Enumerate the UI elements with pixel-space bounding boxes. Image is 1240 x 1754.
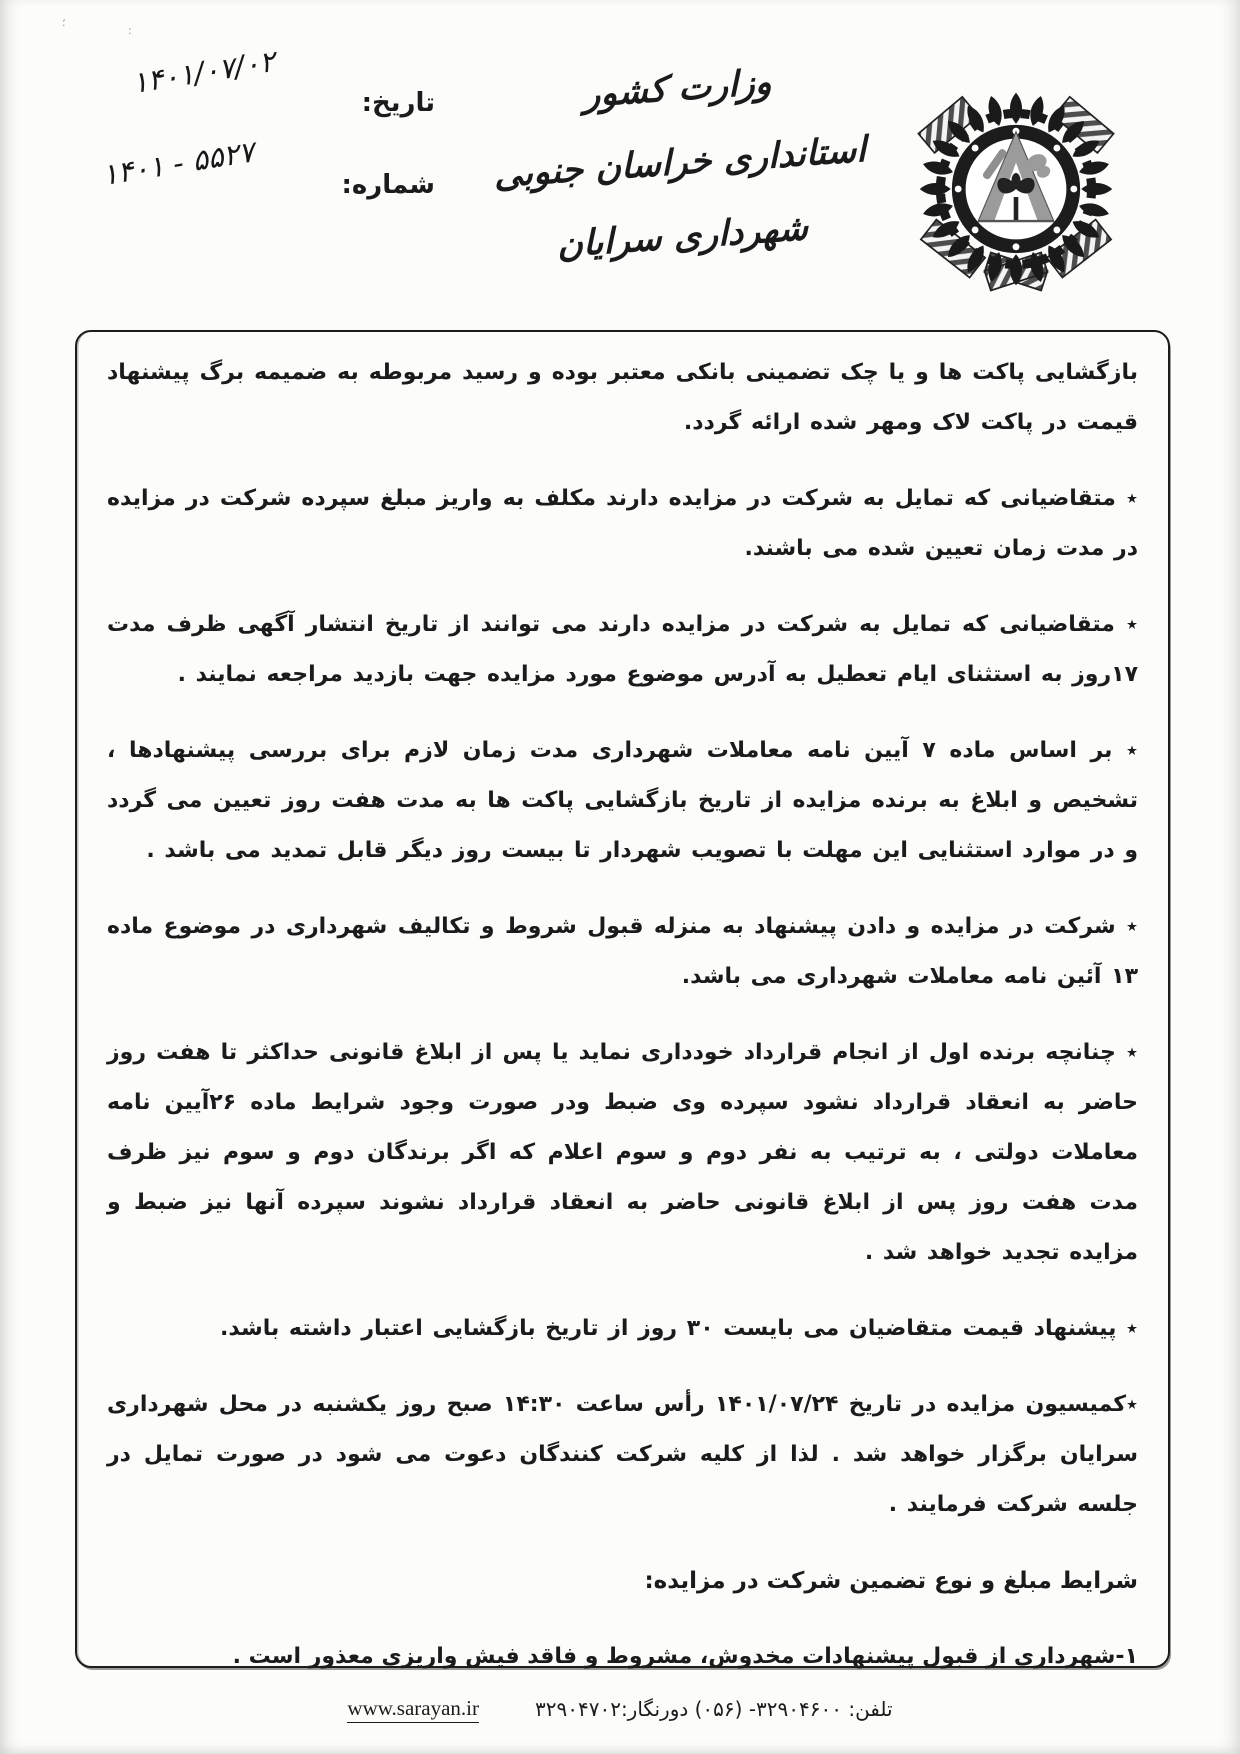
paragraph-article-7: ٭ بر اساس ماده ۷ آیین نامه معاملات شهرداری مدت زمان لازم برای بررسی پیشنهادها ، تشخیص و ابلاغ به برنده مزایده از تاریخ بازگشایی پاکت ها به مدت هفت روز تعیین می گردد و در موارد استثنایی این مهلت با تصویب شهردار تا بیست روز دیگر قابل تمدید می باشد . [107, 738, 1138, 863]
municipality-seal-icon [890, 80, 1142, 298]
organization-titles [467, 37, 894, 288]
scan-artifact: : [128, 24, 132, 37]
date-number-block [95, 43, 435, 234]
footer-contact-line [0, 1686, 1240, 1732]
date-value-handwritten: ۱۴۰۱/۰۷/۰۲ [129, 43, 278, 100]
number-value-handwritten: ۱۴۰۱ - ۵۵۲۷ [99, 134, 257, 192]
paragraph-article-13: ٭ شرکت در مزایده و دادن پیشنهاد به منزله قبول شروط و تکالیف شهرداری در موضوع ماده ۱۳ آئین نامه معاملات شهرداری می باشد. [107, 914, 1138, 989]
scan-artifact: ؛ [62, 16, 66, 29]
section-heading-guarantee-terms: شرایط مبلغ و نوع تضمین شرکت در مزایده: [644, 1568, 1138, 1594]
number-label: شماره: [341, 170, 435, 200]
date-label: تاریخ: [361, 88, 435, 118]
paragraph-site-visit: ٭ متقاضیانی که تمایل به شرکت در مزایده دارند می توانند از تاریخ انتشار آگهی ظرف مدت ۱۷روز به استثنای ایام تعطیل به آدرس موضوع مورد مزایده جهت بازدید مراجعه نمایند . [107, 612, 1138, 687]
date-row [95, 43, 435, 152]
website-url: www.sarayan.ir [347, 1696, 479, 1723]
document-body-frame [75, 330, 1170, 1668]
paragraph-deposit-obligation: ٭ متقاضیانی که تمایل به شرکت در مزایده دارند مکلف به واریز مبلغ سپرده شرکت در مزایده در مدت زمان تعیین شده می باشند. [107, 486, 1138, 561]
ministry-title: وزارت کشور [582, 62, 773, 116]
number-row [95, 134, 435, 234]
governorate-title: استانداری خراسان جنوبی [493, 130, 867, 196]
numbered-item-1: ۱-شهرداری از قبول پیشنهادات مخدوش، مشروط و فاقد فیش واریزی معذور است . [232, 1644, 1138, 1669]
paragraph-envelope-opening: بازگشایی پاکت ها و یا چک تضمینی بانکی معتبر بوده و رسید مربوطه به ضمیمه برگ پیشنهاد قیمت در پاکت لاک ومهر شده ارائه گردد. [107, 360, 1138, 435]
phone-fax-text: تلفن: ۳۲۹۰۴۶۰۰- (۰۵۶) دورنگار:۳۲۹۰۴۷۰۲ [535, 1697, 893, 1721]
paragraph-commission-session: ٭کمیسیون مزایده در تاریخ ۱۴۰۱/۰۷/۲۴ رأس ساعت ۱۴:۳۰ صبح روز یکشنبه در محل شهرداری سرایان برگزار خواهد شد . لذا از کلیه شرکت کنندگان دعوت می شود در صورت تمایل در جلسه شرکت فرمایند . [107, 1392, 1138, 1517]
municipality-title: شهرداری سرایان [556, 208, 809, 266]
paragraph-winner-withdrawal: ٭ چنانچه برنده اول از انجام قرارداد خودداری نماید یا پس از ابلاغ قانونی حداکثر تا هفت روز حاضر به انعقاد قرارداد نشود سپرده وی ضبط ودر صورت وجود شرایط ماده ۲۶آیین نامه معاملات دولتی ، به ترتیب به نفر دوم و سوم اعلام که اگر برندگان دوم و سوم نیز ظرف مدت هفت روز پس از ابلاغ قانونی حاضر به انعقاد قرارداد نشوند سپرده آنها نیز ضبط و مزایده تجدید خواهد شد . [107, 1040, 1138, 1265]
letterhead [0, 0, 1240, 320]
paragraph-price-validity: ٭ پیشنهاد قیمت متقاضیان می بایست ۳۰ روز از تاریخ بازگشایی اعتبار داشته باشد. [220, 1316, 1138, 1341]
